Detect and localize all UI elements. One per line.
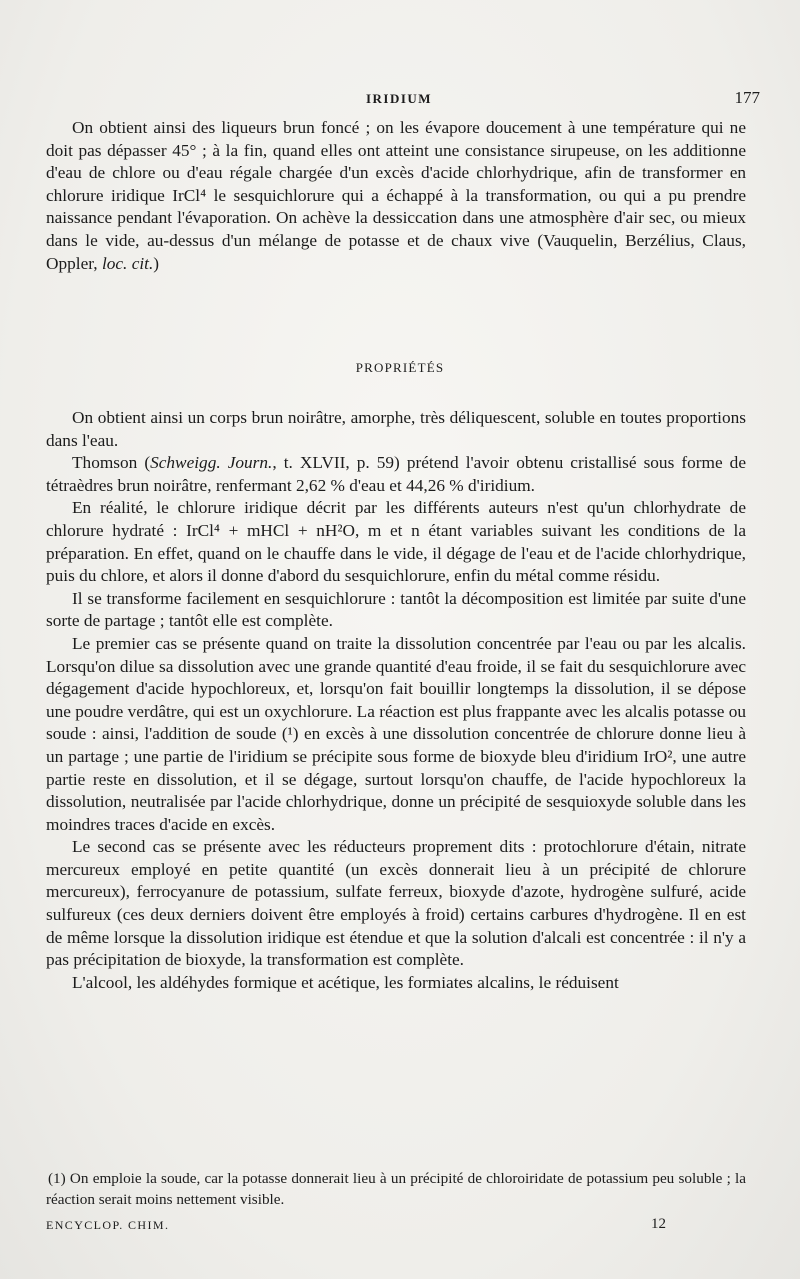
paragraph: On obtient ainsi un corps brun noirâtre, amorphe, très déliquescent, soluble en toutes proportions dans l'eau. <box>46 408 746 450</box>
paragraph: En réalité, le chlorure iridique décrit par les différents auteurs n'est qu'un chlorhydrate de chlorure hydraté : IrCl⁴ + mHCl + nH²O, m et n étant variables suivant les conditions de la préparation. En effet, quand on le chauffe dans le vide, il dégage de l'eau et de l'acide chlorhydrique, puis du chlore, et alors il donne d'abord du sesquichlorure, enfin du métal comme résidu. <box>46 498 746 586</box>
paragraph: Le second cas se présente avec les réducteurs proprement dits : protochlorure d'étain, nitrate mercureux employé en petite quantité (un excès donnerait lieu à un précipité de chlorure mercureux), ferrocyanure de potassium, sulfate ferreux, bioxyde d'azote, hydrogène sulfuré, acide sulfureux (ces deux derniers doivent être employés à froid) certains carbures d'hydrogène. Il en est de même lorsque la dissolution iridique est étendue et que la solution d'alcali est concentrée : il n'y a pas précipitation de bioxyde, la transformation est complète. <box>46 837 746 970</box>
citation: loc. cit. <box>101 253 154 273</box>
page-header <box>38 88 760 110</box>
printer-signature <box>46 1216 746 1236</box>
journal-citation: Schweigg. Journ. <box>150 453 273 473</box>
running-title: IRIDIUM <box>365 91 433 106</box>
page-number: 177 <box>734 88 760 107</box>
signature-label: ENCYCLOP. CHIM. <box>46 1218 170 1232</box>
footnote-text: (1) On emploie la soude, car la potasse donnerait lieu à un précipité de chloroiridate de potassium peu soluble ; la réaction serait moins nettement visible. <box>46 1170 746 1208</box>
paragraph-text: , t. XLVII, p. 59) prétend l'avoir obtenu cristallisé sous forme de tétraèdres brun noirâtre, renfermant 2,62 % d'eau et 44,26 % d'iridium. <box>46 453 746 495</box>
signature-number: 12 <box>651 1216 666 1232</box>
footnote <box>46 1168 746 1210</box>
paragraph-end: ) <box>153 253 160 273</box>
properties-text-block <box>46 407 746 994</box>
paragraph-text: On obtient ainsi des liqueurs brun foncé ; on les évapore doucement à une température qui ne doit pas dépasser 45° ; à la fin, quand elles ont atteint une consistance sirupeuse, on les additionne d'eau de chlore ou d'eau régale chargée d'un excès d'acide chlorhydrique, afin de transformer en chlorure iridique IrCl⁴ le sesquichlorure qui a échappé à la transformation, ou qui a pu prendre naissance pendant l'évaporation. On achève la dessiccation dans une atmosphère d'air sec, ou mieux dans le vide, au-dessus d'un mélange de potasse et de chaux vive (Vauquelin, Berzélius, Claus, Oppler, <box>46 118 746 273</box>
intro-text-block <box>46 117 746 275</box>
paragraph <box>46 117 746 275</box>
paragraph <box>46 452 746 497</box>
paragraph-text: Thomson ( <box>72 453 151 473</box>
paragraph: Il se transforme facilement en sesquichlorure : tantôt la décomposition est limitée par suite d'une sorte de partage ; tantôt elle est complète. <box>46 588 746 631</box>
section-title: PROPRIÉTÉS <box>355 360 445 375</box>
paragraph: L'alcool, les aldéhydes formique et acétique, les formiates alcalins, le réduisent <box>72 972 619 992</box>
paragraph: Le premier cas se présente quand on traite la dissolution concentrée par l'eau ou par les alcalis. Lorsqu'on dilue sa dissolution avec une grande quantité d'eau froide, il se fait du sesquichlorure avec dégagement d'acide hypochloreux, et, lorsqu'on fait bouillir longtemps la dissolution, il se dépose une poudre verdâtre, qui est un oxychlorure. La réaction est plus frappante avec les alcalis potasse ou soude : ainsi, l'addition de soude (¹) en excès à une dissolution concentrée de chlorure donne lieu à un partage ; une partie de l'iridium se précipite sous forme de bioxyde bleu d'iridium IrO², une autre partie reste en dissolution, et il se dégage, surtout lorsqu'on chauffe, de l'acide hypochloreux la dissolution, neutralisée par l'acide chlorhydrique, donne un précipité de sesquioxyde soluble dans les moindres traces d'acide en excès. <box>46 633 746 834</box>
